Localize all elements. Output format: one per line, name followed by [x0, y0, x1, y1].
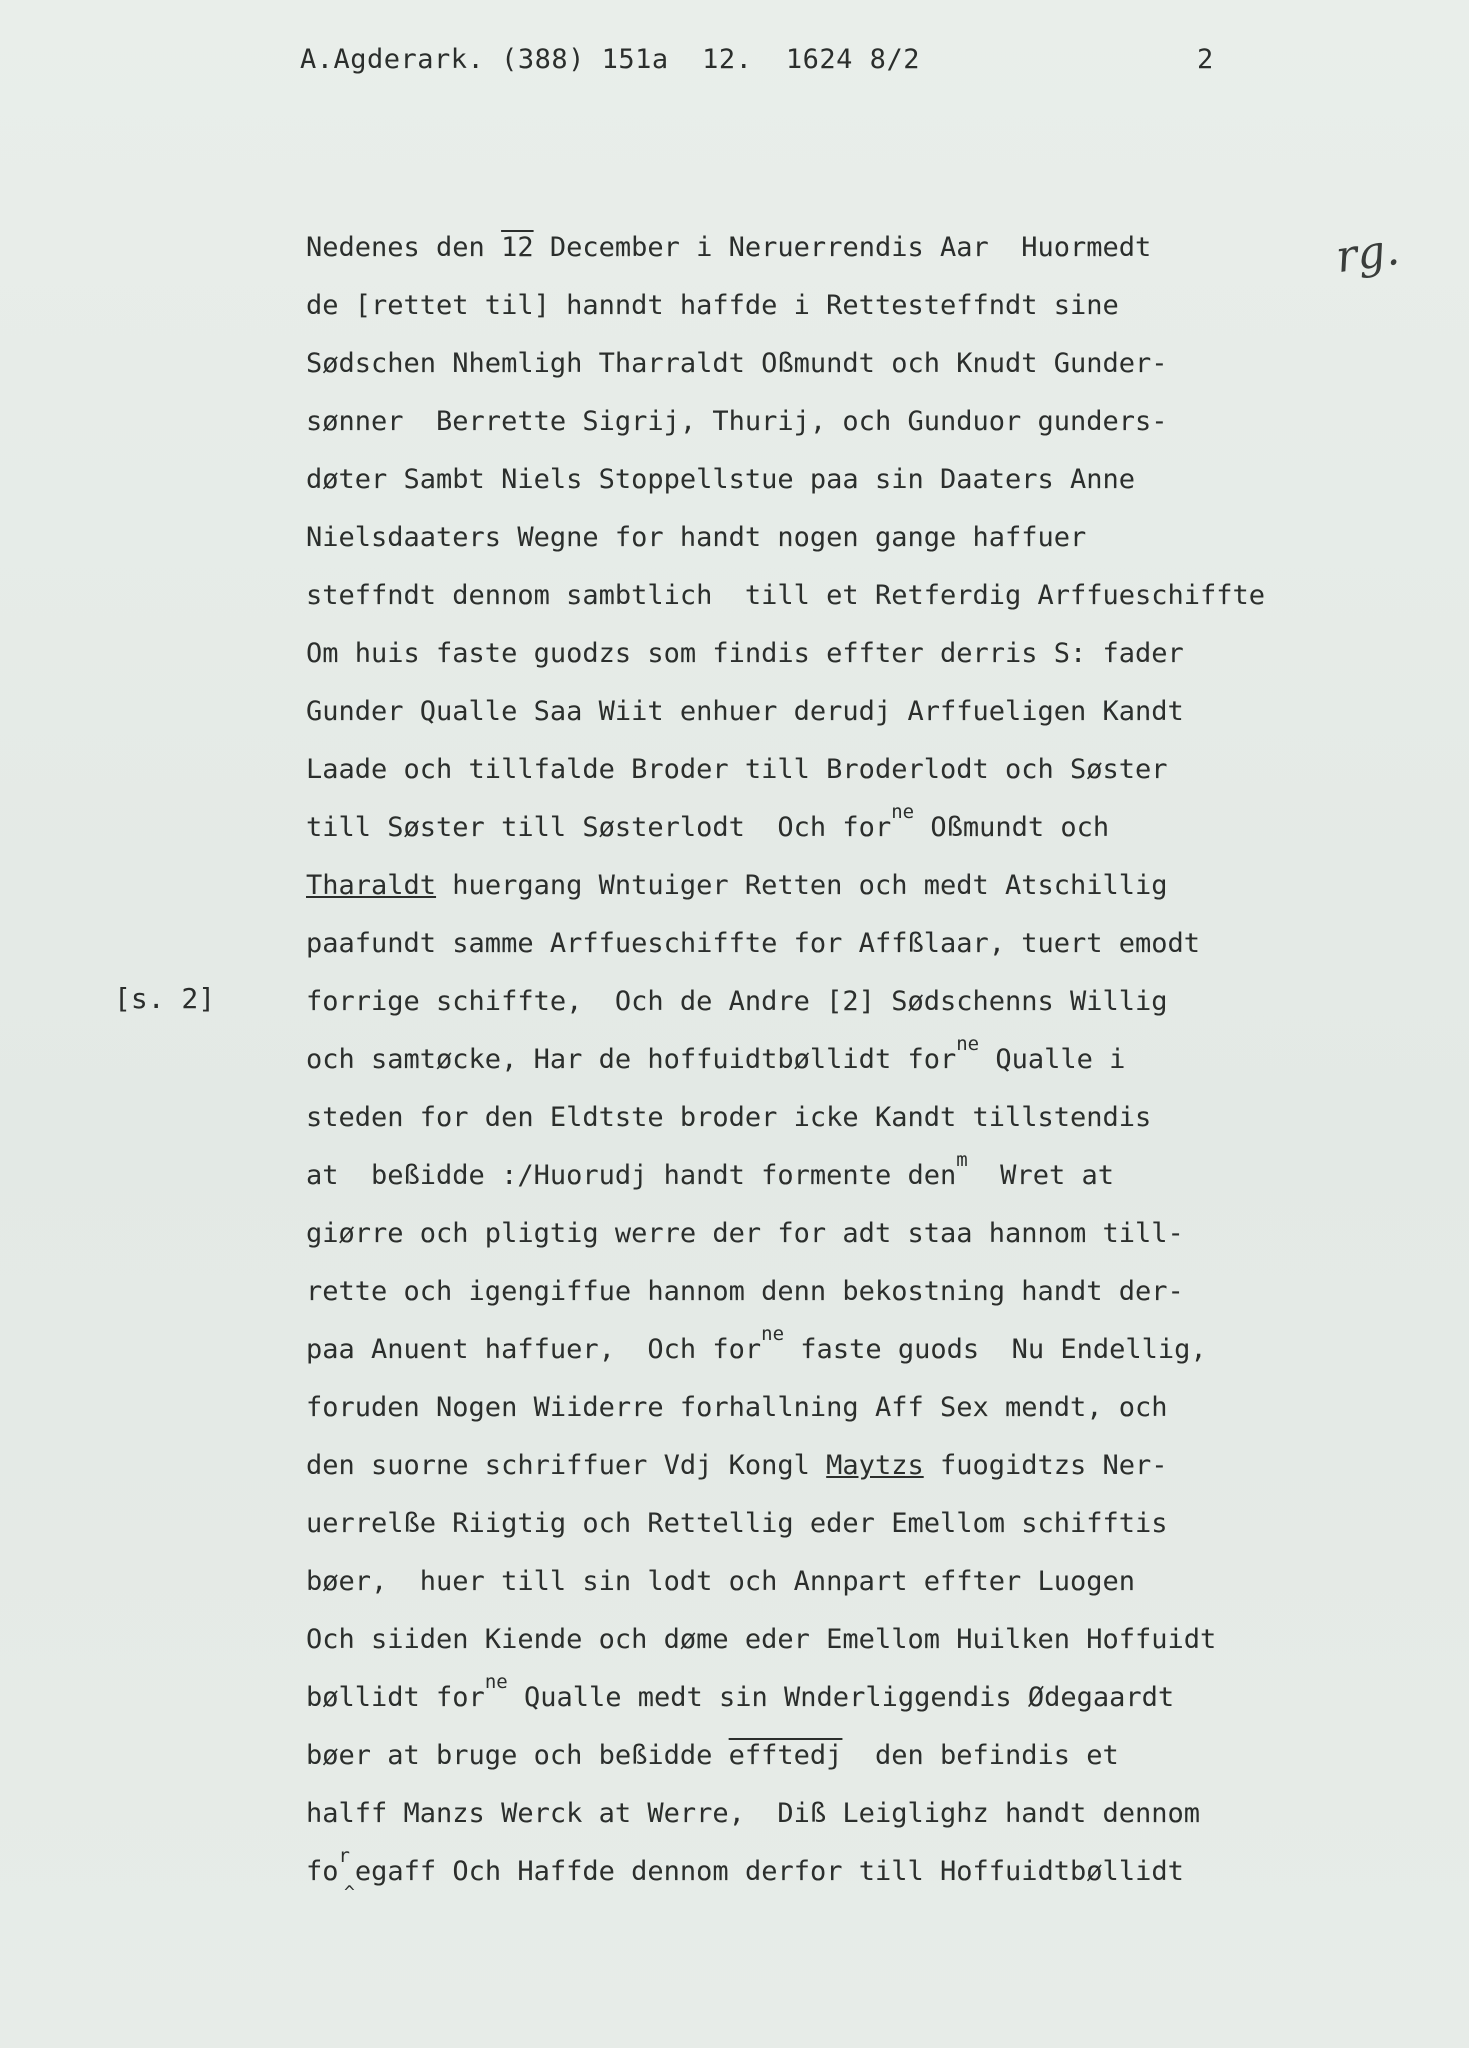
text-segment: paafundt samme Arffueschiffte for Affßlaar, tuert emodt: [306, 928, 1201, 959]
handwritten-initials: rg.: [1332, 223, 1403, 284]
text-line: [306, 1736, 1426, 1794]
superscript: ne: [761, 1323, 785, 1345]
text-segment: fuogidtzs Ner-: [923, 1450, 1168, 1481]
text-segment: steffndt dennom sambtlich till et Retferdig Arffueschiffte: [306, 580, 1266, 611]
text-segment: bøer at bruge och beßidde: [306, 1740, 729, 1771]
text-line: [306, 924, 1426, 982]
text-segment: faste guods Nu Endellig,: [784, 1334, 1207, 1365]
margin-page-reference: [s. 2]: [114, 982, 216, 1015]
text-segment: uerrelße Riigtig och Rettellig eder Emellom schifftis: [306, 1508, 1168, 1539]
text-segment: døter Sambt Niels Stoppellstue paa sin Daaters Anne: [306, 464, 1136, 495]
text-segment: Och siiden Kiende och døme eder Emellom Huilken Hoffuidt: [306, 1624, 1217, 1655]
text-segment: Wret at: [967, 1160, 1114, 1191]
text-line: [306, 1272, 1426, 1330]
text-line: [306, 228, 1426, 286]
text-line: [306, 1671, 1426, 1736]
marked-text: 12: [501, 232, 534, 263]
text-segment: forrige schiffte, Och de Andre [2] Sødschenns Willig: [306, 986, 1168, 1017]
text-segment: foruden Nogen Wiiderre forhallning Aff Sex mendt, och: [306, 1392, 1168, 1423]
text-segment: Oßmundt och: [914, 812, 1110, 843]
text-line: [306, 576, 1426, 634]
text-segment: bøer, huer till sin lodt och Annpart effter Luogen: [306, 1566, 1136, 1597]
text-segment: Nielsdaaters Wegne for handt nogen gange haffuer: [306, 522, 1087, 553]
text-line: [306, 692, 1426, 750]
bleed-through-stamp: [40, 632, 83, 716]
text-line: [306, 866, 1426, 924]
text-segment: Gunder Qualle Saa Wiit enhuer derudj Arffueligen Kandt: [306, 696, 1184, 727]
text-segment: steden for den Eldtste broder icke Kandt tillstendis: [306, 1102, 1152, 1133]
marked-text: efftedj: [728, 1740, 843, 1771]
text-segment: de [rettet til] hanndt haffde i Rettesteffndt sine: [306, 290, 1119, 321]
text-segment: egaff Och Haffde dennom derfor till Hoffuidtbøllidt: [354, 1856, 1184, 1887]
text-segment: till Søster till Søsterlodt Och for: [306, 812, 892, 843]
text-line: [306, 1388, 1426, 1446]
text-line: [306, 460, 1426, 518]
text-line: [306, 1323, 1426, 1388]
text-line: [306, 1214, 1426, 1272]
text-segment: rette och igengiffue hannom denn bekostning handt der-: [306, 1276, 1184, 1307]
text-segment: den befindis et: [842, 1740, 1119, 1771]
text-line: [306, 1033, 1426, 1098]
text-segment: sønner Berrette Sigrij, Thurij, och Gunduor gunders-: [306, 406, 1168, 437]
text-line: [306, 1794, 1426, 1852]
insertion-mark: ^: [343, 1882, 355, 1903]
text-segment: Qualle medt sin Wnderliggendis Ødegaardt: [507, 1682, 1175, 1713]
text-segment: bøllidt for: [306, 1682, 485, 1713]
text-segment: halff Manzs Werck at Werre, Diß Leiglighz handt dennom: [306, 1798, 1201, 1829]
text-line: [306, 1149, 1426, 1214]
text-line: [306, 1098, 1426, 1156]
text-line: [306, 518, 1426, 576]
text-line: [306, 750, 1426, 808]
text-segment: Qualle i: [979, 1044, 1126, 1075]
text-segment: giørre och pligtig werre der for adt staa hannom till-: [306, 1218, 1184, 1249]
text-segment: paa Anuent haffuer, Och for: [306, 1334, 762, 1365]
text-segment: och samtøcke, Har de hoffuidtbøllidt for: [306, 1044, 957, 1075]
superscript: ne: [956, 1033, 980, 1055]
text-line: [306, 344, 1426, 402]
text-segment: fo: [306, 1856, 339, 1887]
text-segment: Sødschen Nhemligh Tharraldt Oßmundt och Knudt Gunder-: [306, 348, 1168, 379]
text-line: [306, 801, 1426, 866]
archive-reference: A.Agderark. (388) 151a 12. 1624 8/2: [300, 44, 920, 75]
text-line: [306, 1446, 1426, 1504]
text-segment: Om huis faste guodzs som findis effter derris S: fader: [306, 638, 1184, 669]
superscript: m: [956, 1149, 968, 1171]
text-line: [306, 982, 1426, 1040]
marked-text: Maytzs: [826, 1450, 924, 1481]
text-line: [306, 1620, 1426, 1678]
text-line: [306, 1504, 1426, 1562]
text-segment: huergang Wntuiger Retten och medt Atschillig: [436, 870, 1168, 901]
marked-text: Tharaldt: [306, 870, 437, 901]
superscript: ne: [891, 801, 915, 823]
text-line: [306, 402, 1426, 460]
text-segment: December i Neruerrendis Aar Huormedt: [533, 232, 1152, 263]
superscript: ne: [484, 1671, 508, 1693]
text-segment: den suorne schriffuer Vdj Kongl: [306, 1450, 827, 1481]
text-segment: at beßidde :/Huorudj handt formente den: [306, 1160, 957, 1191]
text-segment: Nedenes den: [306, 232, 502, 263]
superscript: r: [338, 1845, 350, 1867]
text-segment: Laade och tillfalde Broder till Broderlodt och Søster: [306, 754, 1168, 785]
text-line: [306, 286, 1426, 344]
transcription-body: [306, 228, 1426, 1910]
text-line: [306, 1845, 1426, 1910]
text-line: [306, 1562, 1426, 1620]
page-number: 2: [1197, 44, 1214, 75]
text-line: [306, 634, 1426, 692]
